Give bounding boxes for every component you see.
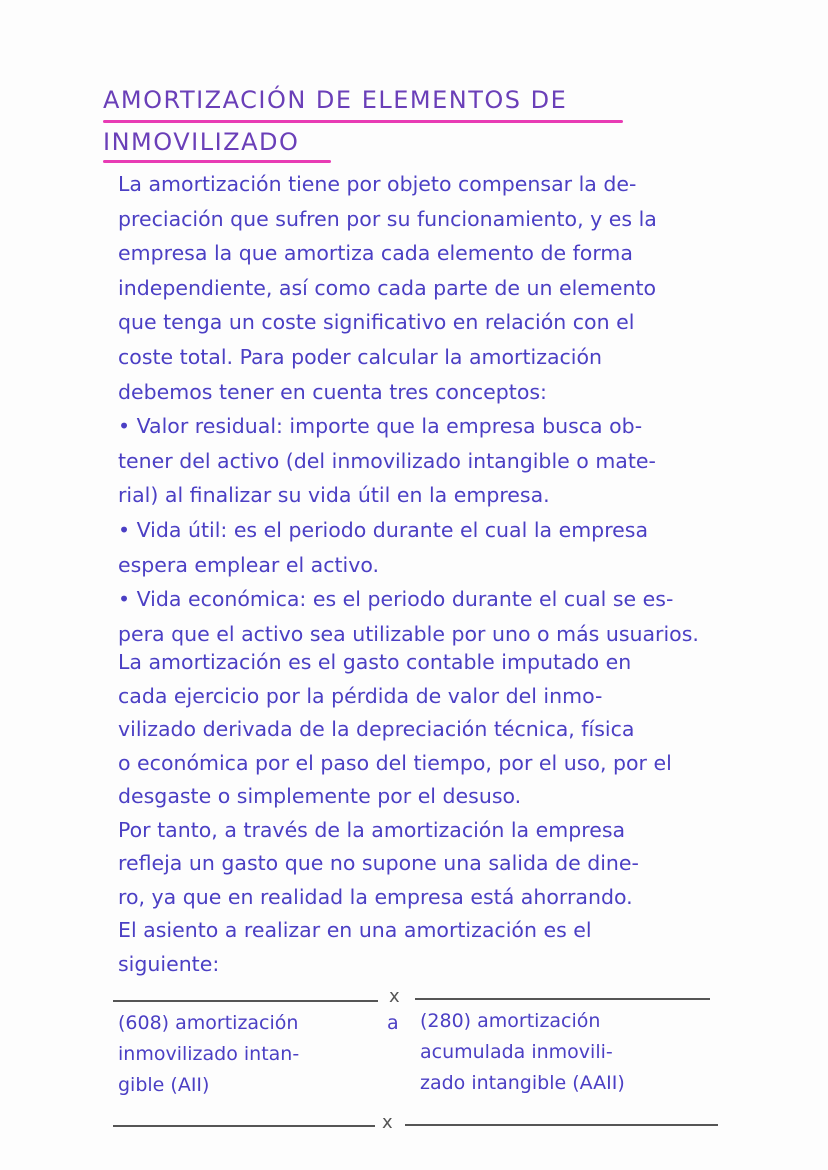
text-line: preciación que sufren por su funcionamiento, y es la bbox=[118, 207, 657, 231]
text-line: • Vida económica: es el periodo durante el cual se es- bbox=[118, 587, 674, 611]
text-line: ro, ya que en realidad la empresa está ahorrando. bbox=[118, 885, 633, 909]
text-line: que tenga un coste significativo en relación con el bbox=[118, 310, 635, 334]
debit-line: gible (AII) bbox=[118, 1074, 210, 1096]
text-line: desgaste o simplemente por el desuso. bbox=[118, 784, 522, 808]
credit-account bbox=[420, 1006, 625, 1099]
debit-line: inmovilizado intan- bbox=[118, 1043, 300, 1065]
text-line: Por tanto, a través de la amortización la empresa bbox=[118, 818, 626, 842]
text-line: • Valor residual: importe que la empresa busca ob- bbox=[118, 414, 643, 438]
entry-bottom-rule-left bbox=[113, 1125, 375, 1127]
text-line: La amortización es el gasto contable imputado en bbox=[118, 650, 632, 674]
text-line: vilizado derivada de la depreciación técnica, física bbox=[118, 717, 635, 741]
debit-line: (608) amortización bbox=[118, 1012, 299, 1034]
text-line: refleja un gasto que no supone una salida de dine- bbox=[118, 851, 639, 875]
title-underline bbox=[103, 120, 623, 123]
entry-top-rule-right bbox=[415, 998, 710, 1000]
entry-top-rule-left bbox=[113, 1000, 378, 1002]
text-line: coste total. Para poder calcular la amortización bbox=[118, 345, 603, 369]
title-underline bbox=[103, 160, 331, 163]
credit-line: (280) amortización bbox=[420, 1010, 601, 1032]
text-line: El asiento a realizar en una amortización es el bbox=[118, 918, 592, 942]
debit-account bbox=[118, 1008, 299, 1101]
text-line: o económica por el paso del tiempo, por el uso, por el bbox=[118, 751, 672, 775]
text-line: siguiente: bbox=[118, 952, 220, 976]
text-line: rial) al finalizar su vida útil en la empresa. bbox=[118, 483, 550, 507]
text-line: debemos tener en cuenta tres conceptos: bbox=[118, 380, 547, 404]
text-line: cada ejercicio por la pérdida de valor del inmo- bbox=[118, 684, 603, 708]
entry-bottom-marker: x bbox=[382, 1112, 393, 1133]
document-title-line-2: INMOVILIZADO bbox=[103, 128, 300, 156]
entry-top-marker: x bbox=[389, 986, 400, 1007]
document-title-line-1: AMORTIZACIÓN DE ELEMENTOS DE bbox=[103, 86, 568, 114]
text-line: empresa la que amortiza cada elemento de forma bbox=[118, 241, 633, 265]
credit-line: zado intangible (AAII) bbox=[420, 1072, 625, 1094]
credit-line: acumulada inmovili- bbox=[420, 1041, 613, 1063]
text-line: espera emplear el activo. bbox=[118, 553, 380, 577]
text-line: independiente, así como cada parte de un elemento bbox=[118, 276, 657, 300]
text-line: La amortización tiene por objeto compensar la de- bbox=[118, 172, 637, 196]
entry-bottom-rule-right bbox=[405, 1124, 718, 1126]
text-line: pera que el activo sea utilizable por uno o más usuarios. bbox=[118, 622, 699, 646]
entry-connector: a bbox=[387, 1012, 399, 1034]
text-line: tener del activo (del inmovilizado intangible o mate- bbox=[118, 449, 656, 473]
text-line: • Vida útil: es el periodo durante el cual la empresa bbox=[118, 518, 649, 542]
